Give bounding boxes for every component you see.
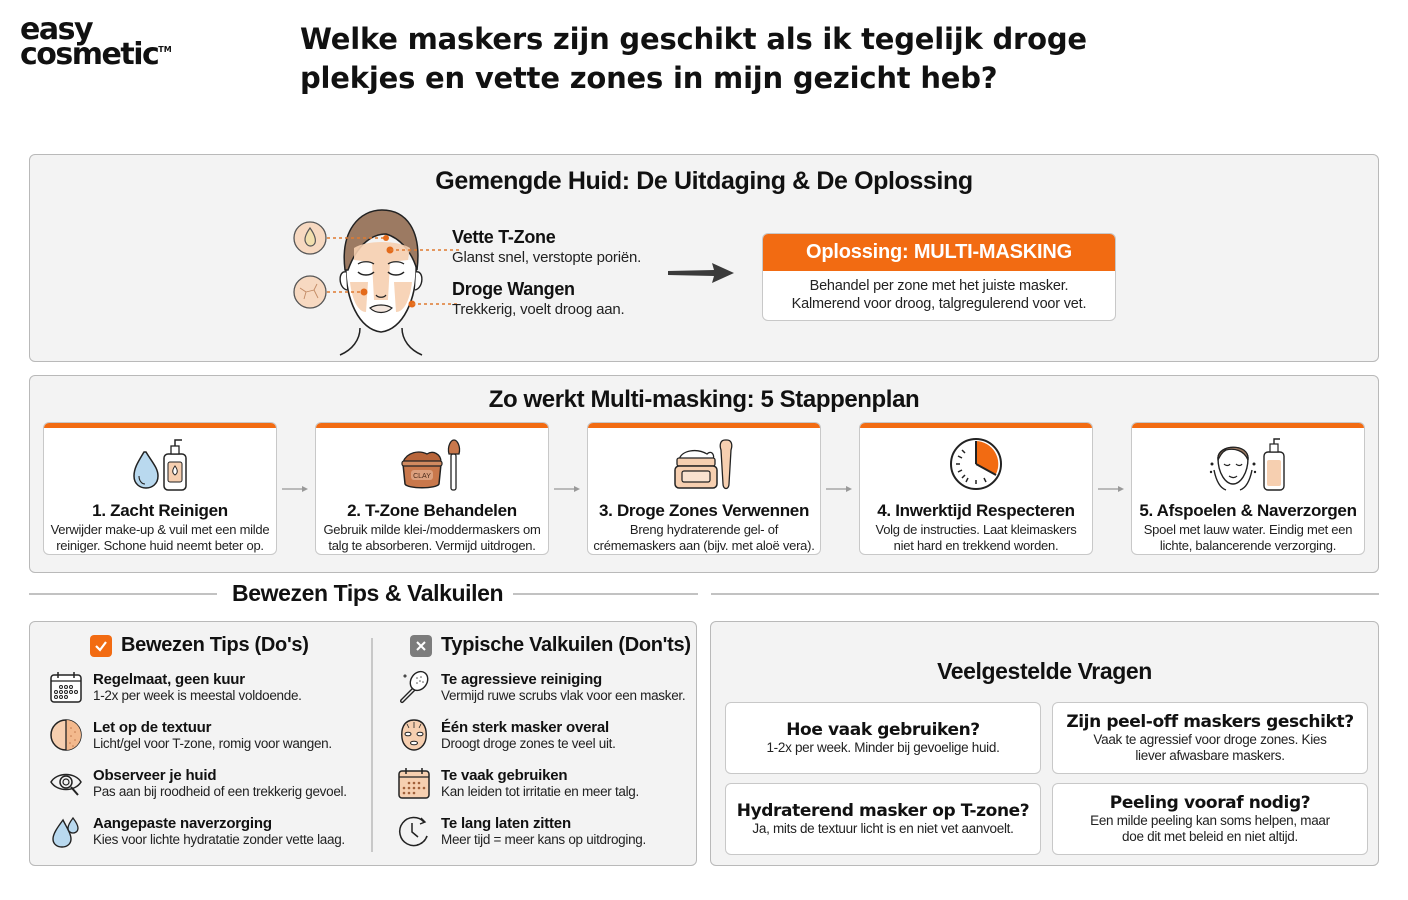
close-box-icon: [410, 635, 432, 657]
faq-answer: Een milde peeling kan soms helpen, maar: [1090, 813, 1330, 828]
do-item: [48, 765, 347, 801]
dos-heading: Bewezen Tips (Do's): [90, 634, 309, 657]
trademark: TM: [158, 44, 172, 54]
faq-question: Peeling vooraf nodig?: [1109, 793, 1311, 813]
dont-title: Te lang laten zitten: [441, 815, 571, 832]
step-desc-line1: Volg de instructies. Laat kleimaskers: [875, 522, 1077, 537]
divider-line: [29, 593, 217, 595]
donts-heading: Typische Valkuilen (Don'ts): [410, 634, 691, 657]
dont-desc: Vermijd ruwe scrubs vlak voor een masker.: [441, 688, 686, 703]
step-card-1: [43, 422, 277, 555]
step-title: 3. Droge Zones Verwennen: [598, 501, 810, 520]
svg-text:CLAY: CLAY: [413, 473, 431, 480]
face-mask-icon: [396, 717, 432, 753]
do-desc: 1-2x per week is meestal voldoende.: [93, 688, 302, 703]
face-illustration: [290, 200, 460, 360]
steps-panel: [29, 375, 1379, 573]
faq-answer: 1-2x per week. Minder bij gevoelige huid.: [766, 740, 1000, 755]
step-title: 1. Zacht Reinigen: [92, 501, 228, 520]
faq-title: Veelgestelde Vragen: [937, 658, 1152, 684]
brand-line1: easy: [20, 12, 93, 47]
do-item: [48, 717, 332, 753]
step-arrow-icon: [1096, 484, 1126, 494]
step-desc-line2: niet hard en trekkend worden.: [893, 537, 1059, 553]
dont-title: Te vaak gebruiken: [441, 767, 568, 784]
do-title: Observeer je huid: [93, 767, 217, 784]
dont-desc: Meer tijd = meer kans op uitdroging.: [441, 832, 646, 847]
dont-desc: Droogt droge zones te veel uit.: [441, 736, 616, 751]
zone-title: Droge Wangen: [452, 279, 575, 299]
oil-drop-icon: [294, 222, 326, 254]
zone-dry-cheeks: [452, 279, 624, 318]
scrub-brush-icon: [396, 669, 432, 705]
do-title: Regelmaat, geen kuur: [93, 671, 245, 688]
timer-icon: [860, 434, 1092, 494]
solution-line1: Behandel per zone met het juiste masker.: [809, 278, 1069, 294]
zone-title: Vette T-Zone: [452, 227, 556, 247]
dont-title: Één sterk masker overal: [441, 719, 610, 736]
step-card-4: [859, 422, 1093, 555]
steps-title: Zo werkt Multi-masking: 5 Stappenplan: [488, 386, 920, 413]
cream-jar-icon: [588, 434, 820, 494]
rinse-face-icon: [1132, 434, 1364, 494]
solution-title: Oplossing: MULTI-MASKING: [763, 234, 1115, 271]
tips-section-title: Bewezen Tips & Valkuilen: [232, 580, 504, 606]
faq-question: Hoe vaak gebruiken?: [786, 720, 980, 740]
do-title: Aangepaste naverzorging: [93, 815, 272, 832]
dont-item: [396, 765, 639, 801]
do-desc: Kies voor lichte hydratatie zonder vette laag.: [93, 832, 345, 847]
checkbox-checked-icon: [90, 635, 112, 657]
texture-circle-icon: [48, 717, 84, 753]
faq-item: [1052, 783, 1368, 855]
faq-question: Hydraterend masker op T-zone?: [736, 801, 1030, 821]
cleanser-drop-icon: [44, 434, 276, 494]
step-title: 5. Afspoelen & Naverzorgen: [1139, 501, 1357, 520]
step-desc-line1: Breng hydraterende gel- of: [629, 522, 779, 537]
step-desc-line2: talg te absorberen. Vermijd uitdrogen.: [328, 537, 536, 553]
do-item: [48, 813, 345, 849]
step-desc-line1: Spoel met lauw water. Eindig met een: [1143, 522, 1353, 537]
step-card-5: [1131, 422, 1365, 555]
step-arrow-icon: [552, 484, 582, 494]
zone-desc: Glanst snel, verstopte poriën.: [452, 249, 642, 266]
divider-line: [711, 593, 1379, 595]
faq-answer: Vaak te agressief voor droge zones. Kies: [1093, 732, 1327, 747]
cracked-skin-icon: [294, 276, 326, 308]
arrow-right-icon: [666, 261, 736, 285]
faq-answer: Ja, mits de textuur licht is en niet vet aanvoelt.: [752, 821, 1014, 836]
brand-logo: [20, 12, 172, 72]
step-title: 2. T-Zone Behandelen: [347, 501, 517, 520]
do-title: Let op de textuur: [93, 719, 212, 736]
eye-magnifier-icon: [48, 765, 84, 801]
tips-panel: [29, 621, 697, 866]
page-title: Welke maskers zijn geschikt als ik tegelijk droge plekjes en vette zones in mijn gezicht heb?: [300, 22, 1087, 95]
dont-desc: Kan leiden tot irritatie en meer talg.: [441, 784, 639, 799]
dont-item: [396, 669, 685, 705]
solution-line2: Kalmerend voor droog, talgregulerend voor vet.: [791, 296, 1087, 312]
faq-panel: [710, 621, 1379, 866]
challenge-panel: [29, 154, 1379, 362]
step-title: 4. Inwerktijd Respecteren: [877, 501, 1075, 520]
calendar-full-icon: [396, 765, 432, 801]
faq-item: [725, 783, 1041, 855]
clay-jar-icon: [316, 434, 548, 494]
faq-item: [1052, 702, 1368, 774]
step-desc-line2: reiniger. Schone huid neemt beter op.: [56, 537, 264, 553]
step-arrow-icon: [280, 484, 310, 494]
step-desc-line2: crémemaskers aan (bijv. met aloë vera).: [593, 537, 815, 553]
faq-question: Zijn peel-off maskers geschikt?: [1066, 712, 1354, 732]
dont-item: [396, 717, 616, 753]
water-drops-icon: [48, 813, 84, 849]
do-item: [48, 669, 302, 705]
do-desc: Licht/gel voor T-zone, romig voor wangen.: [93, 736, 332, 751]
step-desc-line1: Gebruik milde klei-/moddermaskers om: [323, 522, 541, 537]
step-desc-line2: lichte, balancerende verzorging.: [1159, 537, 1337, 553]
step-card-3: [587, 422, 821, 555]
step-arrow-icon: [824, 484, 854, 494]
solution-box: [762, 233, 1116, 321]
step-card-2: [315, 422, 549, 555]
faq-item: [725, 702, 1041, 774]
divider-line: [513, 593, 698, 595]
dont-title: Te agressieve reiniging: [441, 671, 603, 688]
faq-answer-cont: liever afwasbare maskers.: [1135, 748, 1285, 763]
column-divider: [371, 638, 373, 852]
clock-icon: [396, 813, 432, 849]
brand-line2: cosmetic: [20, 36, 159, 72]
dont-item: [396, 813, 646, 849]
zone-oily-tzone: [452, 227, 641, 266]
do-desc: Pas aan bij roodheid of een trekkerig gevoel.: [93, 784, 347, 799]
challenge-title: Gemengde Huid: De Uitdaging & De Oplossing: [435, 167, 973, 195]
faq-answer-cont: doe dit met beleid en niet altijd.: [1122, 829, 1298, 844]
calendar-icon: [48, 669, 84, 705]
step-desc-line1: Verwijder make-up & vuil met een milde: [50, 522, 270, 537]
zone-desc: Trekkerig, voelt droog aan.: [452, 301, 625, 318]
